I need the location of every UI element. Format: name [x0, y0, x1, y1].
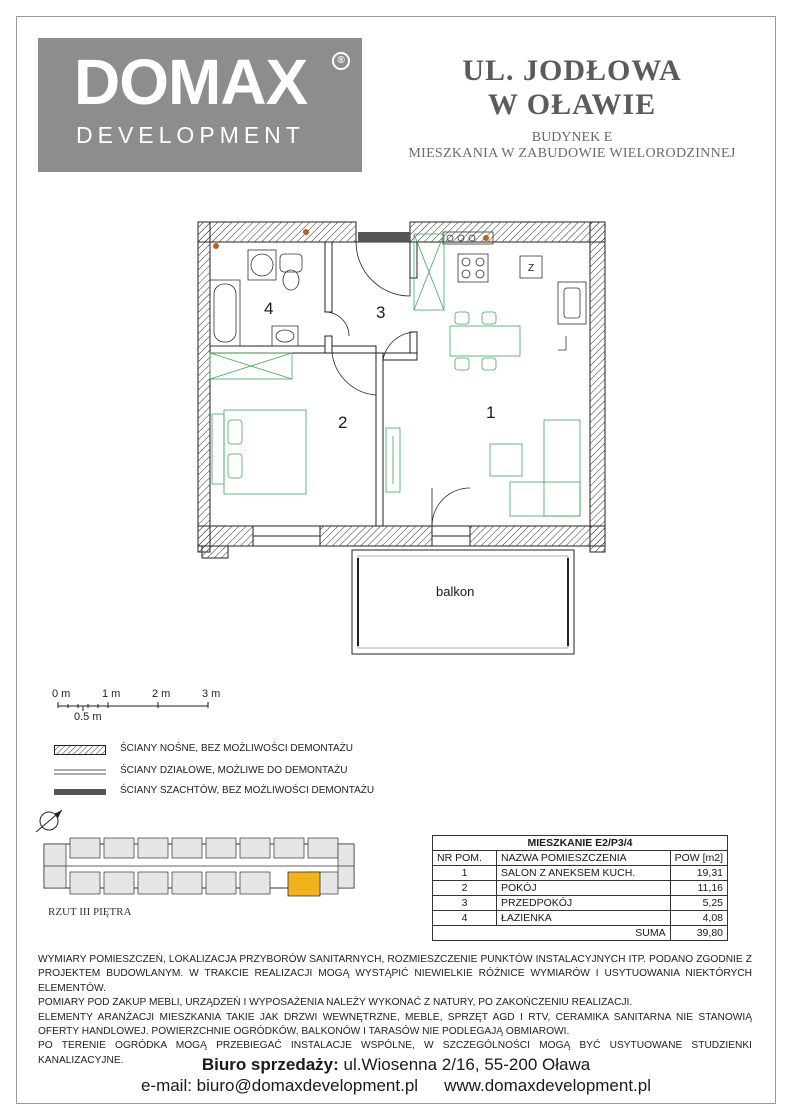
- room-name: POKÓJ: [497, 881, 671, 896]
- building-description: MIESZKANIA W ZABUDOWIE WIELORODZINNEJ: [408, 146, 736, 161]
- sales-office-label: Biuro sprzedaży:: [201, 1055, 339, 1074]
- note: ELEMENTY ARANŻACJI MIESZKANIA TAKIE JAK DRZWI WEWNĘTRZNE, MEBLE, SPRZĘT AGD I RTV, CERAMIKA SANITARNA NIE STANOWIĄ OFERTY HANDLOWEJ. POWIERZCHNIE OGRÓDKÓW, BALKONÓW I TARASÓW NIE PODLEGAJĄ OBMIAROWI.: [38, 1011, 752, 1038]
- room-nr: 2: [433, 881, 497, 896]
- legend-label: ŚCIANY NOŚNE, BEZ MOŻLIWOŚCI DEMONTAŻU: [120, 743, 353, 754]
- street-title: UL. JODŁOWA: [462, 54, 682, 87]
- shaft: [358, 232, 410, 242]
- room-nr: 4: [433, 911, 497, 926]
- highlighted-apartment: [288, 872, 320, 896]
- room-number-4: 4: [264, 299, 274, 318]
- building-key-plan: [40, 830, 360, 900]
- room-area: 4,08: [670, 911, 727, 926]
- sum-label: SUMA: [497, 926, 671, 941]
- room-name: SALON Z ANEKSEM KUCH.: [497, 866, 671, 881]
- disclaimer-notes: [38, 953, 752, 1068]
- scale-tick-2: 2 m: [152, 688, 171, 700]
- logo-tagline: DEVELOPMENT: [76, 122, 305, 148]
- city-title: W OŁAWIE: [487, 88, 657, 121]
- hatch-sample-icon: [54, 745, 106, 755]
- note: WYMIARY POMIESZCZEŃ, LOKALIZACJA PRZYBORÓW SANITARNYCH, ROZMIESZCZENIE PUNKTÓW INSTALACYJNYCH ITP. PODANO ZGODNIE Z PROJEKTEM BUDOWLANYM. W TRAKCIE REALIZACJI MOGĄ WYSTĄPIĆ NIEWIELKIE RÓŻNICE WYMIARÓW I USYTUOWANIA NIEKTÓRYCH ELEMENTÓW.: [38, 954, 752, 994]
- logo-wordmark: DOMAX: [74, 46, 308, 118]
- scale-sub-tick: 0.5 m: [74, 711, 102, 722]
- scale-tick-0: 0 m: [52, 688, 71, 700]
- note: PO TERENIE OGRÓDKA MOGĄ PRZEBIEGAĆ INSTALACJE WSPÓLNE, W SZCZEGÓLNOŚCI MOGĄ BYĆ USYTUOWANE STUDZIENKI KANALIZACYJNE.: [38, 1040, 752, 1066]
- room-area: 5,25: [670, 896, 727, 911]
- registered-mark-icon: ®: [332, 52, 350, 70]
- key-plan-caption: RZUT III PIĘTRA: [48, 906, 132, 918]
- legend-label: ŚCIANY DZIAŁOWE, MOŻLIWE DO DEMONTAŻU: [120, 765, 348, 776]
- col-header-name: NAZWA POMIESZCZENIA: [497, 851, 671, 866]
- room-nr: 1: [433, 866, 497, 881]
- balcony-label: balkon: [436, 584, 475, 599]
- floor-plan: [180, 210, 610, 660]
- col-header-nr: NR POM.: [433, 851, 497, 866]
- building-label: BUDYNEK E: [531, 130, 613, 145]
- room-nr: 3: [433, 896, 497, 911]
- contact-footer: [0, 1054, 792, 1096]
- room-area: 11,16: [670, 881, 727, 896]
- room-name: ŁAZIENKA: [497, 911, 671, 926]
- table-row: [433, 866, 728, 881]
- col-header-area: POW [m2]: [670, 851, 727, 866]
- scale-tick-1: 1 m: [102, 688, 121, 700]
- room-name: PRZEDPOKÓJ: [497, 896, 671, 911]
- double-line-sample-icon: [54, 767, 106, 777]
- sum-value: 39,80: [670, 926, 727, 941]
- website-link[interactable]: www.domaxdevelopment.pl: [444, 1076, 652, 1095]
- room-areas-table: [432, 835, 728, 941]
- company-logo: [38, 38, 362, 172]
- room-number-2: 2: [338, 413, 348, 432]
- scale-tick-3: 3 m: [202, 688, 221, 700]
- legend-label: ŚCIANY SZACHTÓW, BEZ MOŻLIWOŚCI DEMONTAŻU: [120, 785, 375, 796]
- note: POMIARY POD ZAKUP MEBLI, URZĄDZEŃ I WYPOSAŻENIA NALEŻY WYKONAĆ Z NATURY, PO ZAKOŃCZENIU REALIZACJI.: [38, 997, 633, 1009]
- room-area: 19,31: [670, 866, 727, 881]
- scale-bar: [44, 686, 244, 722]
- table-sum-row: [433, 926, 728, 941]
- table-row: [433, 881, 728, 896]
- contact-email[interactable]: e-mail: biuro@domaxdevelopment.pl: [140, 1076, 419, 1095]
- stove-marker: Z: [527, 263, 535, 274]
- table-row: [433, 911, 728, 926]
- table-row: [433, 896, 728, 911]
- sales-office-address: ul.Wiosenna 2/16, 55-200 Oława: [343, 1055, 591, 1074]
- solid-sample-icon: [54, 787, 106, 797]
- project-heading: [380, 54, 764, 162]
- room-number-1: 1: [486, 403, 496, 422]
- balcony: [352, 550, 574, 654]
- room-number-3: 3: [376, 303, 386, 322]
- apartment-id: MIESZKANIE E2/P3/4: [433, 836, 728, 851]
